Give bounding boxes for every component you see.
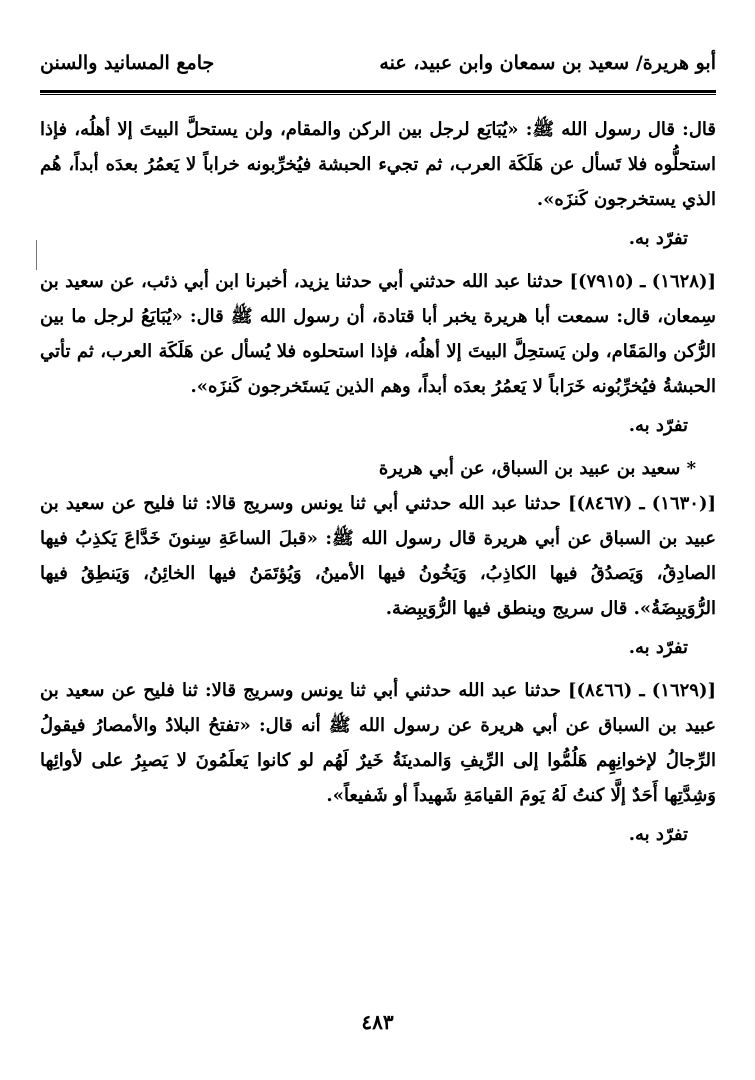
hadith-paragraph: قال: قال رسول الله ﷺ: «يُبَايَع لرجل بين الركن والمقام، ولن يستحلَّ البيتَ إلا أهلُه، فإذا استحلُّوه فلا تَسأل عن هَلَكَة العرب، ثم تجيء الحبشة فيُخرِّبونه خراباً لا يَعمُرُ بعدَه أبداً، هُم الذي يستخرجون كَنزَه».	[40, 119, 716, 210]
tafarrad-note: تفرّد به.	[628, 637, 688, 658]
tafarrad-note: تفرّد به.	[628, 415, 688, 436]
hadith-paragraph: [(١٦٢٩) ـ (٨٤٦٦)] حدثنا عبد الله حدثني أبي ثنا يونس وسريج قالا: ثنا فليح عن سعيد بن عبيد بن السباق عن أبي هريرة عن رسول الله ﷺ أنه قال: «تفتحُ البلادُ والأمصارُ فيقولُ الرِّجالُ لإخوانِهِم هَلُمُّوا إلى الرِّيفِ وَالمدينَةُ خَيرٌ لَهُم لو كانوا يَعلَمُونَ لا يَصبِرُ على لأوائِها وَشِدَّتِها أَحَدٌ إلَّا كنتُ لَهُ يَومَ القيامَةِ شَهيداً أو شَفيعاً».	[40, 680, 716, 806]
header-rule-thin	[40, 94, 716, 95]
tafarrad-note: تفرّد به.	[628, 824, 688, 845]
tafarrad-note: تفرّد به.	[628, 228, 688, 249]
section-heading: * سعيد بن عبيد بن السباق، عن أبي هريرة	[378, 458, 696, 479]
hadith-paragraph: [(١٦٣٠) ـ (٨٤٦٧)] حدثنا عبد الله حدثني أبي ثنا يونس وسريج قالا: ثنا فليح عن سعيد بن عبيد بن السباق عن أبي هريرة قال رسول الله ﷺ: «قبلَ الساعَةِ سِنونَ خَدَّاعَ يَكذِبُ فيها الصادِقُ، وَيَصدُقُ فيها الكاذِبُ، وَيَخُونُ فيها الأمينُ، وَيُؤتَمَنُ فيها الخائِنُ، وَيَنطِقُ فيها الرُّوَيبِضَةُ». قال سريج وينطق فيها الرُّوَيبِضة.	[40, 493, 716, 619]
page-number: ٤٨٣	[361, 1010, 394, 1034]
main-text	[40, 112, 716, 860]
hadith-paragraph: [(١٦٢٨) ـ (٧٩١٥)] حدثنا عبد الله حدثني أبي حدثنا يزيد، أخبرنا ابن أبي ذئب، عن سعيد بن سِمعان، قال: سمعت أبا هريرة يخبر أبا قتادة، أن رسول الله ﷺ قال: «يُبَايَعُ لرجل ما بين الرُّكن والمَقَام، ولن يَستحِلَّ البيتَ إلا أهلُه، فإذا استحلوه فلا يُسأل عن هَلَكَة العرب، ثم تأتي الحبشةُ فيُخرِّبُونه خَرَاباً لا يَعمُرُ بعدَه أبداً، وهم الذين يَستَخرجون كَنزَه».	[40, 271, 716, 397]
running-header	[40, 52, 716, 74]
margin-mark	[36, 240, 37, 270]
header-rule	[40, 90, 716, 93]
header-chapter: أبو هريرة/ سعيد بن سمعان وابن عبيد، عنه	[379, 52, 716, 74]
header-book-title: جامع المسانيد والسنن	[40, 52, 215, 74]
